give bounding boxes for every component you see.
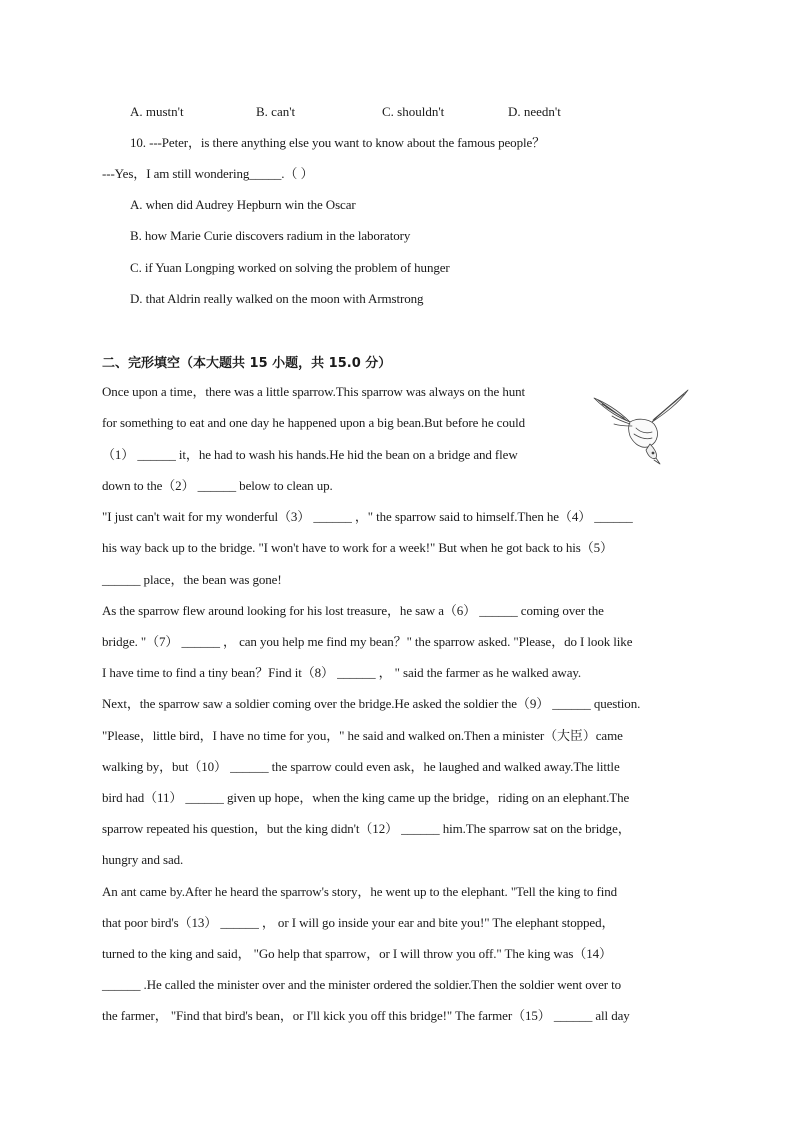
passage-line-11: Next，the sparrow saw a soldier coming over the bridge.He asked the soldier the（9） ______ question. [102, 696, 641, 711]
q9-option-c: C. shouldn't [382, 104, 445, 119]
section-title: 二、完形填空（本大题共 15 小题，共 15.0 分） [102, 356, 392, 371]
passage-line-2: for something to eat and one day he happened upon a big bean.But before he could [102, 415, 526, 430]
passage-line-3: （1） ______ it，he had to wash his hands.He hid the bean on a bridge and flew [102, 447, 518, 462]
passage-line-12: "Please，little bird，I have no time for you，" he said and walked on.Then a minister（大臣）came [102, 728, 623, 743]
q10-option-b: B. how Marie Curie discovers radium in the laboratory [130, 228, 411, 243]
passage-line-5: "I just can't wait for my wonderful（3） ______ ，" the sparrow said to himself.Then he（4） ______ [102, 509, 633, 524]
passage-line-20: ______ .He called the minister over and the minister ordered the soldier.Then the soldier went over to [102, 977, 622, 992]
sparrow-icon [590, 384, 692, 468]
passage-line-7: ______ place，the bean was gone! [102, 572, 282, 587]
q10-option-a: A. when did Audrey Hepburn win the Oscar [130, 197, 356, 212]
q10-option-c: C. if Yuan Longping worked on solving the problem of hunger [130, 260, 450, 275]
q10-stem: 10. ---Peter，is there anything else you want to know about the famous people？ [130, 135, 546, 150]
passage-line-1: Once upon a time，there was a little sparrow.This sparrow was always on the hunt [102, 384, 526, 399]
passage-line-17: An ant came by.After he heard the sparrow's story，he went up to the elephant. "Tell the king to find [102, 884, 618, 899]
passage-line-13: walking by，but（10） ______ the sparrow could even ask，he laughed and walked away.The little [102, 759, 620, 774]
passage-line-16: hungry and sad. [102, 852, 184, 867]
passage-line-15: sparrow repeated his question，but the king didn't（12） ______ him.The sparrow sat on the bridge， [102, 821, 631, 836]
q10-option-d: D. that Aldrin really walked on the moon with Armstrong [130, 291, 424, 306]
q9-option-a: A. mustn't [130, 104, 184, 119]
passage-line-6: his way back up to the bridge. "I won't have to work for a week!" But when he got back to his（5） [102, 540, 613, 555]
passage-line-21: the farmer， "Find that bird's bean，or I'll kick you off this bridge!" The farmer（15） ______ all day [102, 1008, 630, 1023]
passage-line-8: As the sparrow flew around looking for his lost treasure，he saw a（6） ______ coming over the [102, 603, 604, 618]
q10-answer-line: ---Yes，I am still wondering_____.（ ） [102, 166, 314, 181]
passage-line-14: bird had（11） ______ given up hope，when the king came up the bridge，riding on an elephant.The [102, 790, 630, 805]
q9-option-d: D. needn't [508, 104, 561, 119]
passage-line-9: bridge. "（7） ______ ， can you help me find my bean？" the sparrow asked. "Please，do I look like [102, 634, 633, 649]
passage-line-4: down to the（2） ______ below to clean up. [102, 478, 333, 493]
q9-option-b: B. can't [256, 104, 296, 119]
passage-line-10: I have time to find a tiny bean？Find it（8） ______ ， " said the farmer as he walked away. [102, 665, 582, 680]
passage-line-18: that poor bird's（13） ______ ， or I will go inside your ear and bite you!" The elephant stopped， [102, 915, 615, 930]
passage-line-19: turned to the king and said， "Go help that sparrow，or I will throw you off." The king was（14） [102, 946, 612, 961]
